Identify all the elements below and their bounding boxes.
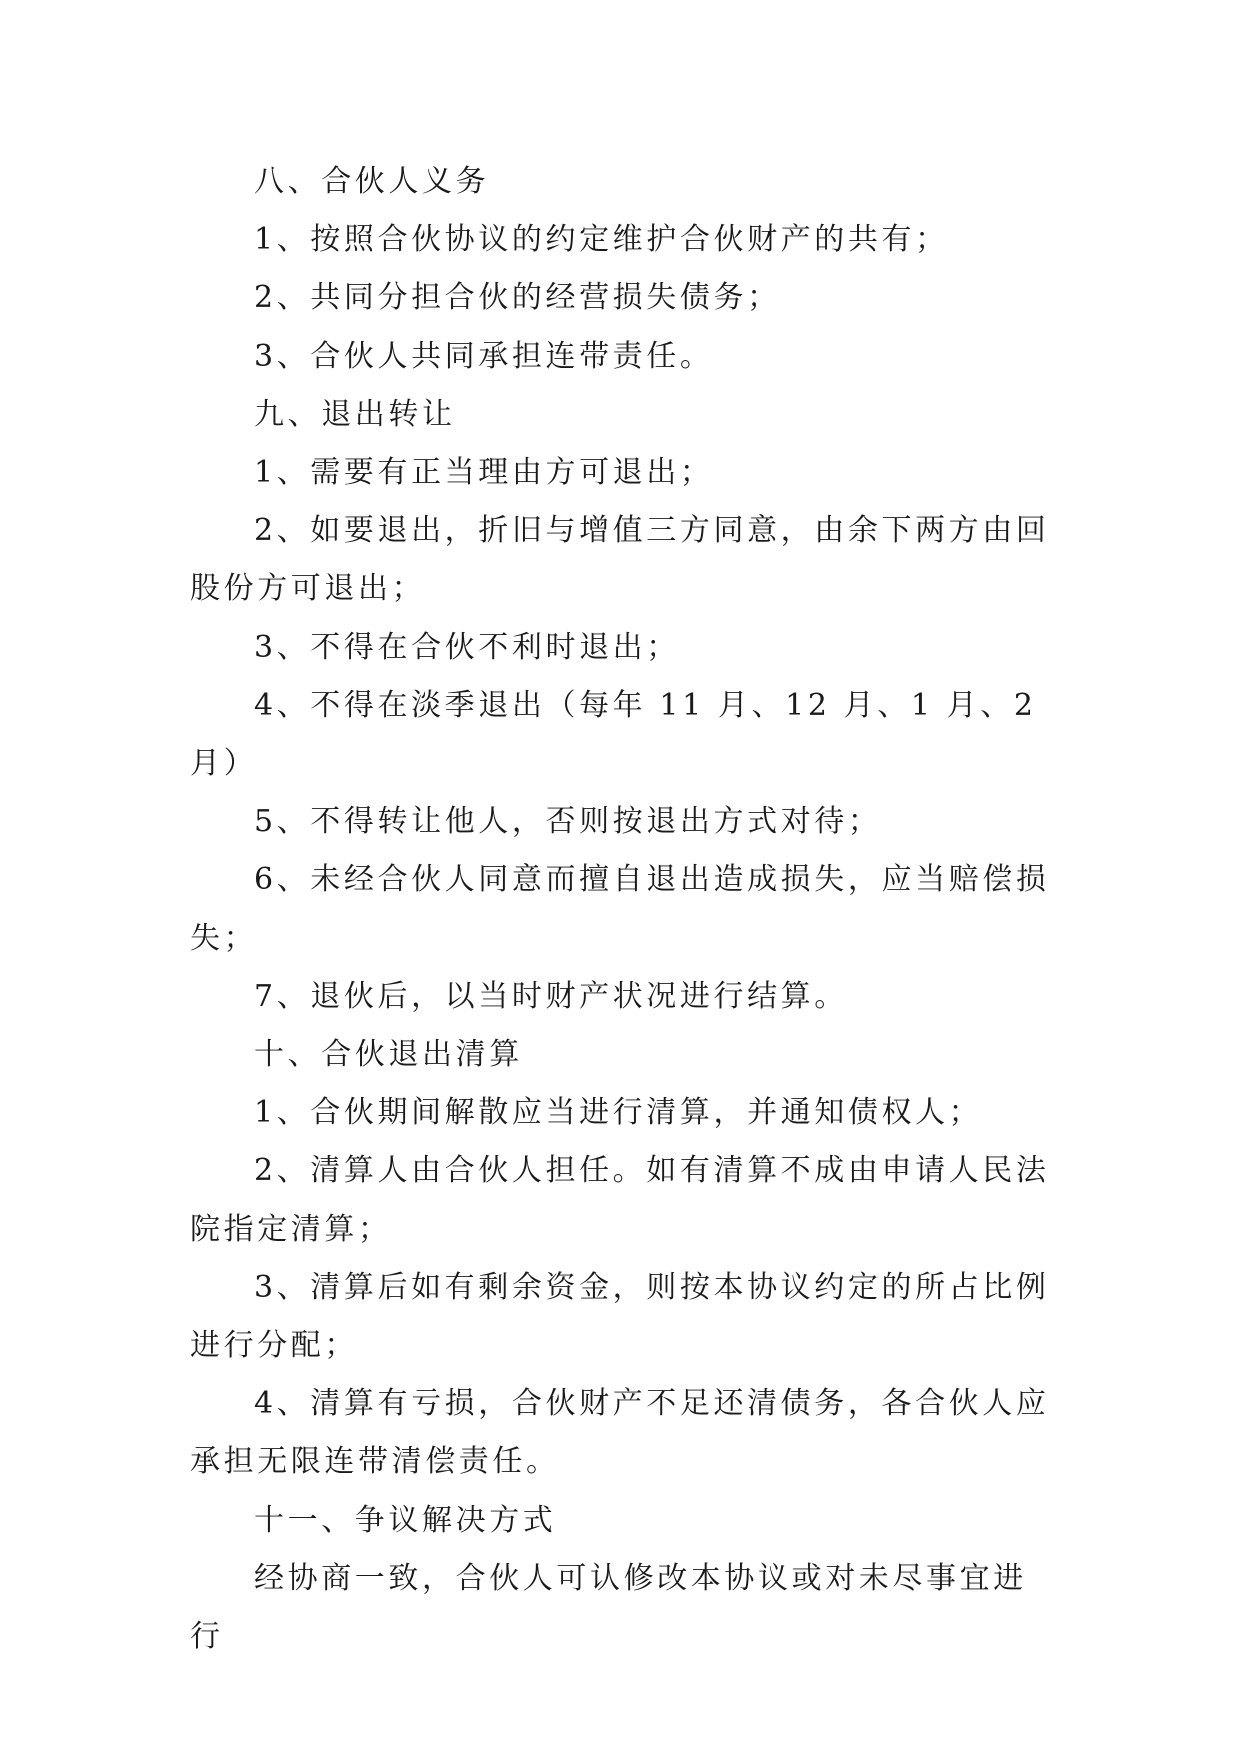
paragraph: 1、按照合伙协议的约定维护合伙财产的共有；	[254, 222, 949, 258]
section-heading-withdrawal-transfer: 九、退出转让	[254, 396, 456, 432]
paragraph: 2、清算人由合伙人担任。如有清算不成由申请人民法院指定清算；	[190, 1153, 1050, 1247]
paragraph: 1、合伙期间解散应当进行清算，并通知债权人；	[254, 1095, 983, 1131]
paragraph: 7、退伙后，以当时财产状况进行结算。	[254, 978, 848, 1014]
paragraph: 3、清算后如有剩余资金，则按本协议约定的所占比例进行分配；	[190, 1269, 1050, 1364]
section-heading-liquidation: 十、合伙退出清算	[254, 1037, 523, 1073]
paragraph: 1、需要有正当理由方可退出；	[254, 455, 714, 491]
paragraph: 3、合伙人共同承担连带责任。	[254, 338, 714, 374]
paragraph: 6、未经合伙人同意而擅自退出造成损失，应当赔偿损失；	[190, 862, 1050, 956]
paragraph: 5、不得转让他人，否则按退出方式对待；	[254, 804, 882, 840]
paragraph: 2、共同分担合伙的经营损失债务；	[254, 280, 781, 316]
paragraph: 3、不得在合伙不利时退出；	[254, 629, 680, 665]
document-body	[190, 153, 1050, 1666]
section-heading-partner-obligations: 八、合伙人义务	[254, 164, 490, 199]
paragraph: 4、不得在淡季退出（每年 11 月、12 月、1 月、2 月）	[190, 687, 1037, 782]
paragraph: 2、如要退出，折旧与增值三方同意，由余下两方由回股份方可退出；	[190, 513, 1050, 607]
paragraph: 4、清算有亏损，合伙财产不足还清债务，各合伙人应承担无限连带清偿责任。	[190, 1386, 1050, 1480]
paragraph: 经协商一致，合伙人可认修改本协议或对未尽事宜进行	[190, 1560, 1027, 1655]
section-heading-dispute-resolution: 十一、争议解决方式	[254, 1502, 557, 1538]
